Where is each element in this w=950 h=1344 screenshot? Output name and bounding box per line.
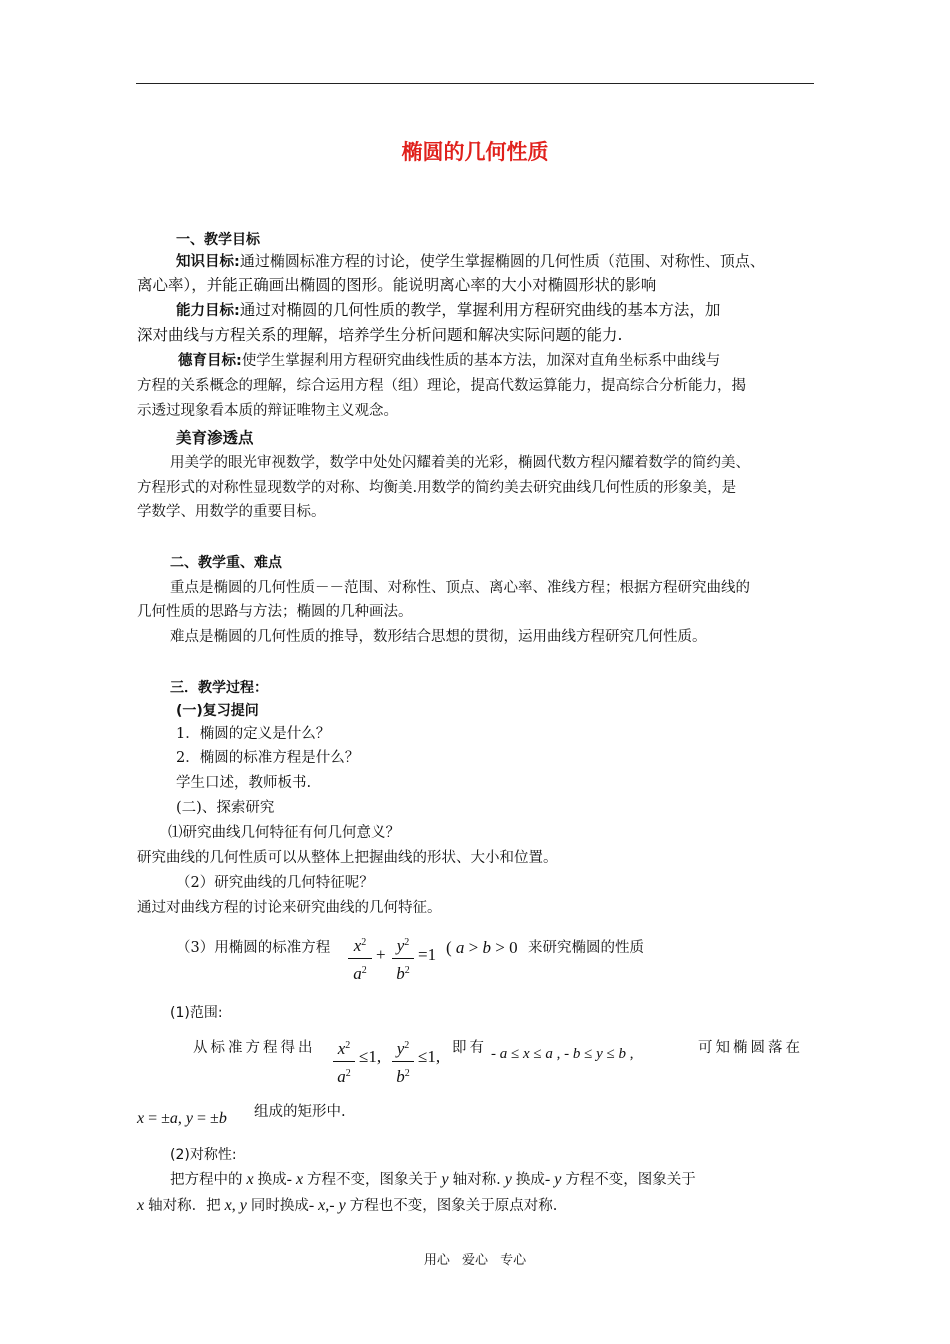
knowledge-goal-text: 通过椭圆标准方程的讨论，使学生掌握椭圆的几何性质（范围、对称性、顶点、 xyxy=(239,252,765,270)
subsection-review: (一)复习提问 xyxy=(176,703,259,719)
review-note: 学生口述，教师板书. xyxy=(176,775,312,791)
subsection-explore: (二)、探索研究 xyxy=(176,800,275,816)
keypoint-line-2: 几何性质的思路与方法；椭圆的几种画法。 xyxy=(137,604,413,620)
review-question-2: 2．椭圆的标准方程是什么？ xyxy=(176,750,360,766)
range-suffix: 可知椭圆落在 xyxy=(698,1040,803,1056)
range-bounds: x = ±a, y = ±b xyxy=(137,1110,227,1127)
difficulty-line: 难点是椭圆的几何性质的推导，数形结合思想的贯彻，运用曲线方程研究几何性质。 xyxy=(170,629,707,645)
symmetry-text-a: 把方程中的 xyxy=(170,1172,243,1188)
symmetry-text-d: 轴对称. xyxy=(452,1172,501,1188)
moral-goal-line-2: 方程的关系概念的理解，综合运用方程（组）理论，提高代数运算能力，提高综合分析能力，揭 xyxy=(137,378,746,394)
moral-goal-text: 使学生掌握利用方程研究曲线性质的基本方法，加深对直角坐标系中曲线与 xyxy=(241,353,721,369)
range-fraction-x2-a2: $x^2$ $a^2$ xyxy=(333,1036,355,1087)
fraction-x2-a2: $x^2$ $a^2$ xyxy=(348,933,372,984)
ability-goal-line-2: 深对曲线与方程关系的理解，培养学生分析问题和解决实际问题的能力. xyxy=(137,326,623,344)
aesthetic-line-1: 用美学的眼光审视数学，数学中处处闪耀着美的光彩，椭圆代数方程闪耀着数学的简约美、 xyxy=(170,455,750,471)
range-prefix: 从标准方程得出 xyxy=(193,1040,316,1056)
ability-goal-line-1 xyxy=(176,298,720,323)
ability-goal-text: 通过对椭圆的几何性质的教学，掌握利用方程研究曲线的基本方法，加 xyxy=(239,301,721,319)
section-heading-keypoints: 二、教学重、难点 xyxy=(170,555,282,571)
moral-goal-line-3: 示透过现象看本质的辩证唯物主义观念。 xyxy=(137,403,398,419)
symmetry-line-2: x 轴对称．把 x, y 同时换成- x,- y 方程也不变，图象关于原点对称. xyxy=(137,1197,558,1214)
range-mid: 即有 xyxy=(452,1040,487,1056)
knowledge-goal-label: 知识目标: xyxy=(176,254,240,270)
moral-goal-line-1 xyxy=(178,349,720,373)
moral-goal-label: 德育目标: xyxy=(178,353,242,369)
aesthetic-heading: 美育渗透点 xyxy=(176,429,254,447)
range-fraction-y2-b2: $y^2$ $b^2$ xyxy=(392,1036,414,1087)
symmetry-text-i: 方程也不变，图象关于原点对称. xyxy=(349,1198,558,1214)
explore-answer-1: 研究曲线的几何性质可以从整体上把握曲线的形状、大小和位置。 xyxy=(137,850,558,866)
condition-a-b: ( a > b > 0 xyxy=(446,938,518,957)
plus-sign: + xyxy=(376,945,386,964)
range-leq-one-2: ≤1, xyxy=(418,1047,441,1066)
header-rule xyxy=(136,83,814,84)
symmetry-text-e: 换成 xyxy=(515,1172,545,1188)
symmetry-text-f: 方程不变，图象关于 xyxy=(565,1172,696,1188)
explore-item-3-prefix: （3）用椭圆的标准方程 xyxy=(176,940,331,956)
section-heading-process: 三．教学过程： xyxy=(170,680,268,696)
range-heading: (1)范围: xyxy=(170,1005,223,1021)
fraction-y2-b2: $y^2$ $b^2$ xyxy=(392,933,414,984)
aesthetic-line-2: 方程形式的对称性显现数学的对称、均衡美.用数学的简约美去研究曲线几何性质的形象美，是 xyxy=(137,480,737,496)
explore-item-3-suffix: 来研究椭圆的性质 xyxy=(528,940,644,956)
symmetry-text-b: 换成 xyxy=(257,1172,287,1188)
symmetry-text-h: 同时换成 xyxy=(250,1198,309,1214)
knowledge-goal-line-1 xyxy=(176,249,765,274)
range-inequalities: - a ≤ x ≤ a , - b ≤ y ≤ b , xyxy=(491,1046,634,1062)
aesthetic-line-3: 学数学、用数学的重要目标。 xyxy=(137,504,326,520)
page-title: 椭圆的几何性质 xyxy=(401,140,549,164)
review-question-1: 1．椭圆的定义是什么？ xyxy=(176,726,331,742)
explore-answer-2: 通过对曲线方程的讨论来研究曲线的几何特征。 xyxy=(137,900,442,916)
symmetry-line-1: 把方程中的 x 换成- x 方程不变，图象关于 y 轴对称. y 换成- y 方程不变，图象关于 xyxy=(170,1171,696,1188)
symmetry-heading: (2)对称性: xyxy=(170,1147,237,1163)
range-tail: 组成的矩形中. xyxy=(254,1104,346,1120)
explore-item-1: ⑴研究曲线几何特征有何几何意义？ xyxy=(168,825,400,841)
section-heading-goals: 一、教学目标 xyxy=(176,232,260,248)
range-leq-one-1: ≤1, xyxy=(359,1047,382,1066)
symmetry-text-c: 方程不变，图象关于 xyxy=(307,1172,438,1188)
explore-item-2: （2）研究曲线的几何特征呢？ xyxy=(176,875,374,891)
page-footer: 用心 爱心 专心 xyxy=(423,1253,527,1268)
keypoint-line-1: 重点是椭圆的几何性质－－范围、对称性、顶点、离心率、准线方程；根据方程研究曲线的 xyxy=(170,580,750,596)
equals-one: =1 xyxy=(418,945,437,964)
symmetry-text-g: 轴对称．把 xyxy=(148,1198,221,1214)
knowledge-goal-line-2: 离心率），并能正确画出椭圆的图形。能说明离心率的大小对椭圆形状的影响 xyxy=(137,276,657,294)
ability-goal-label: 能力目标: xyxy=(176,303,240,319)
